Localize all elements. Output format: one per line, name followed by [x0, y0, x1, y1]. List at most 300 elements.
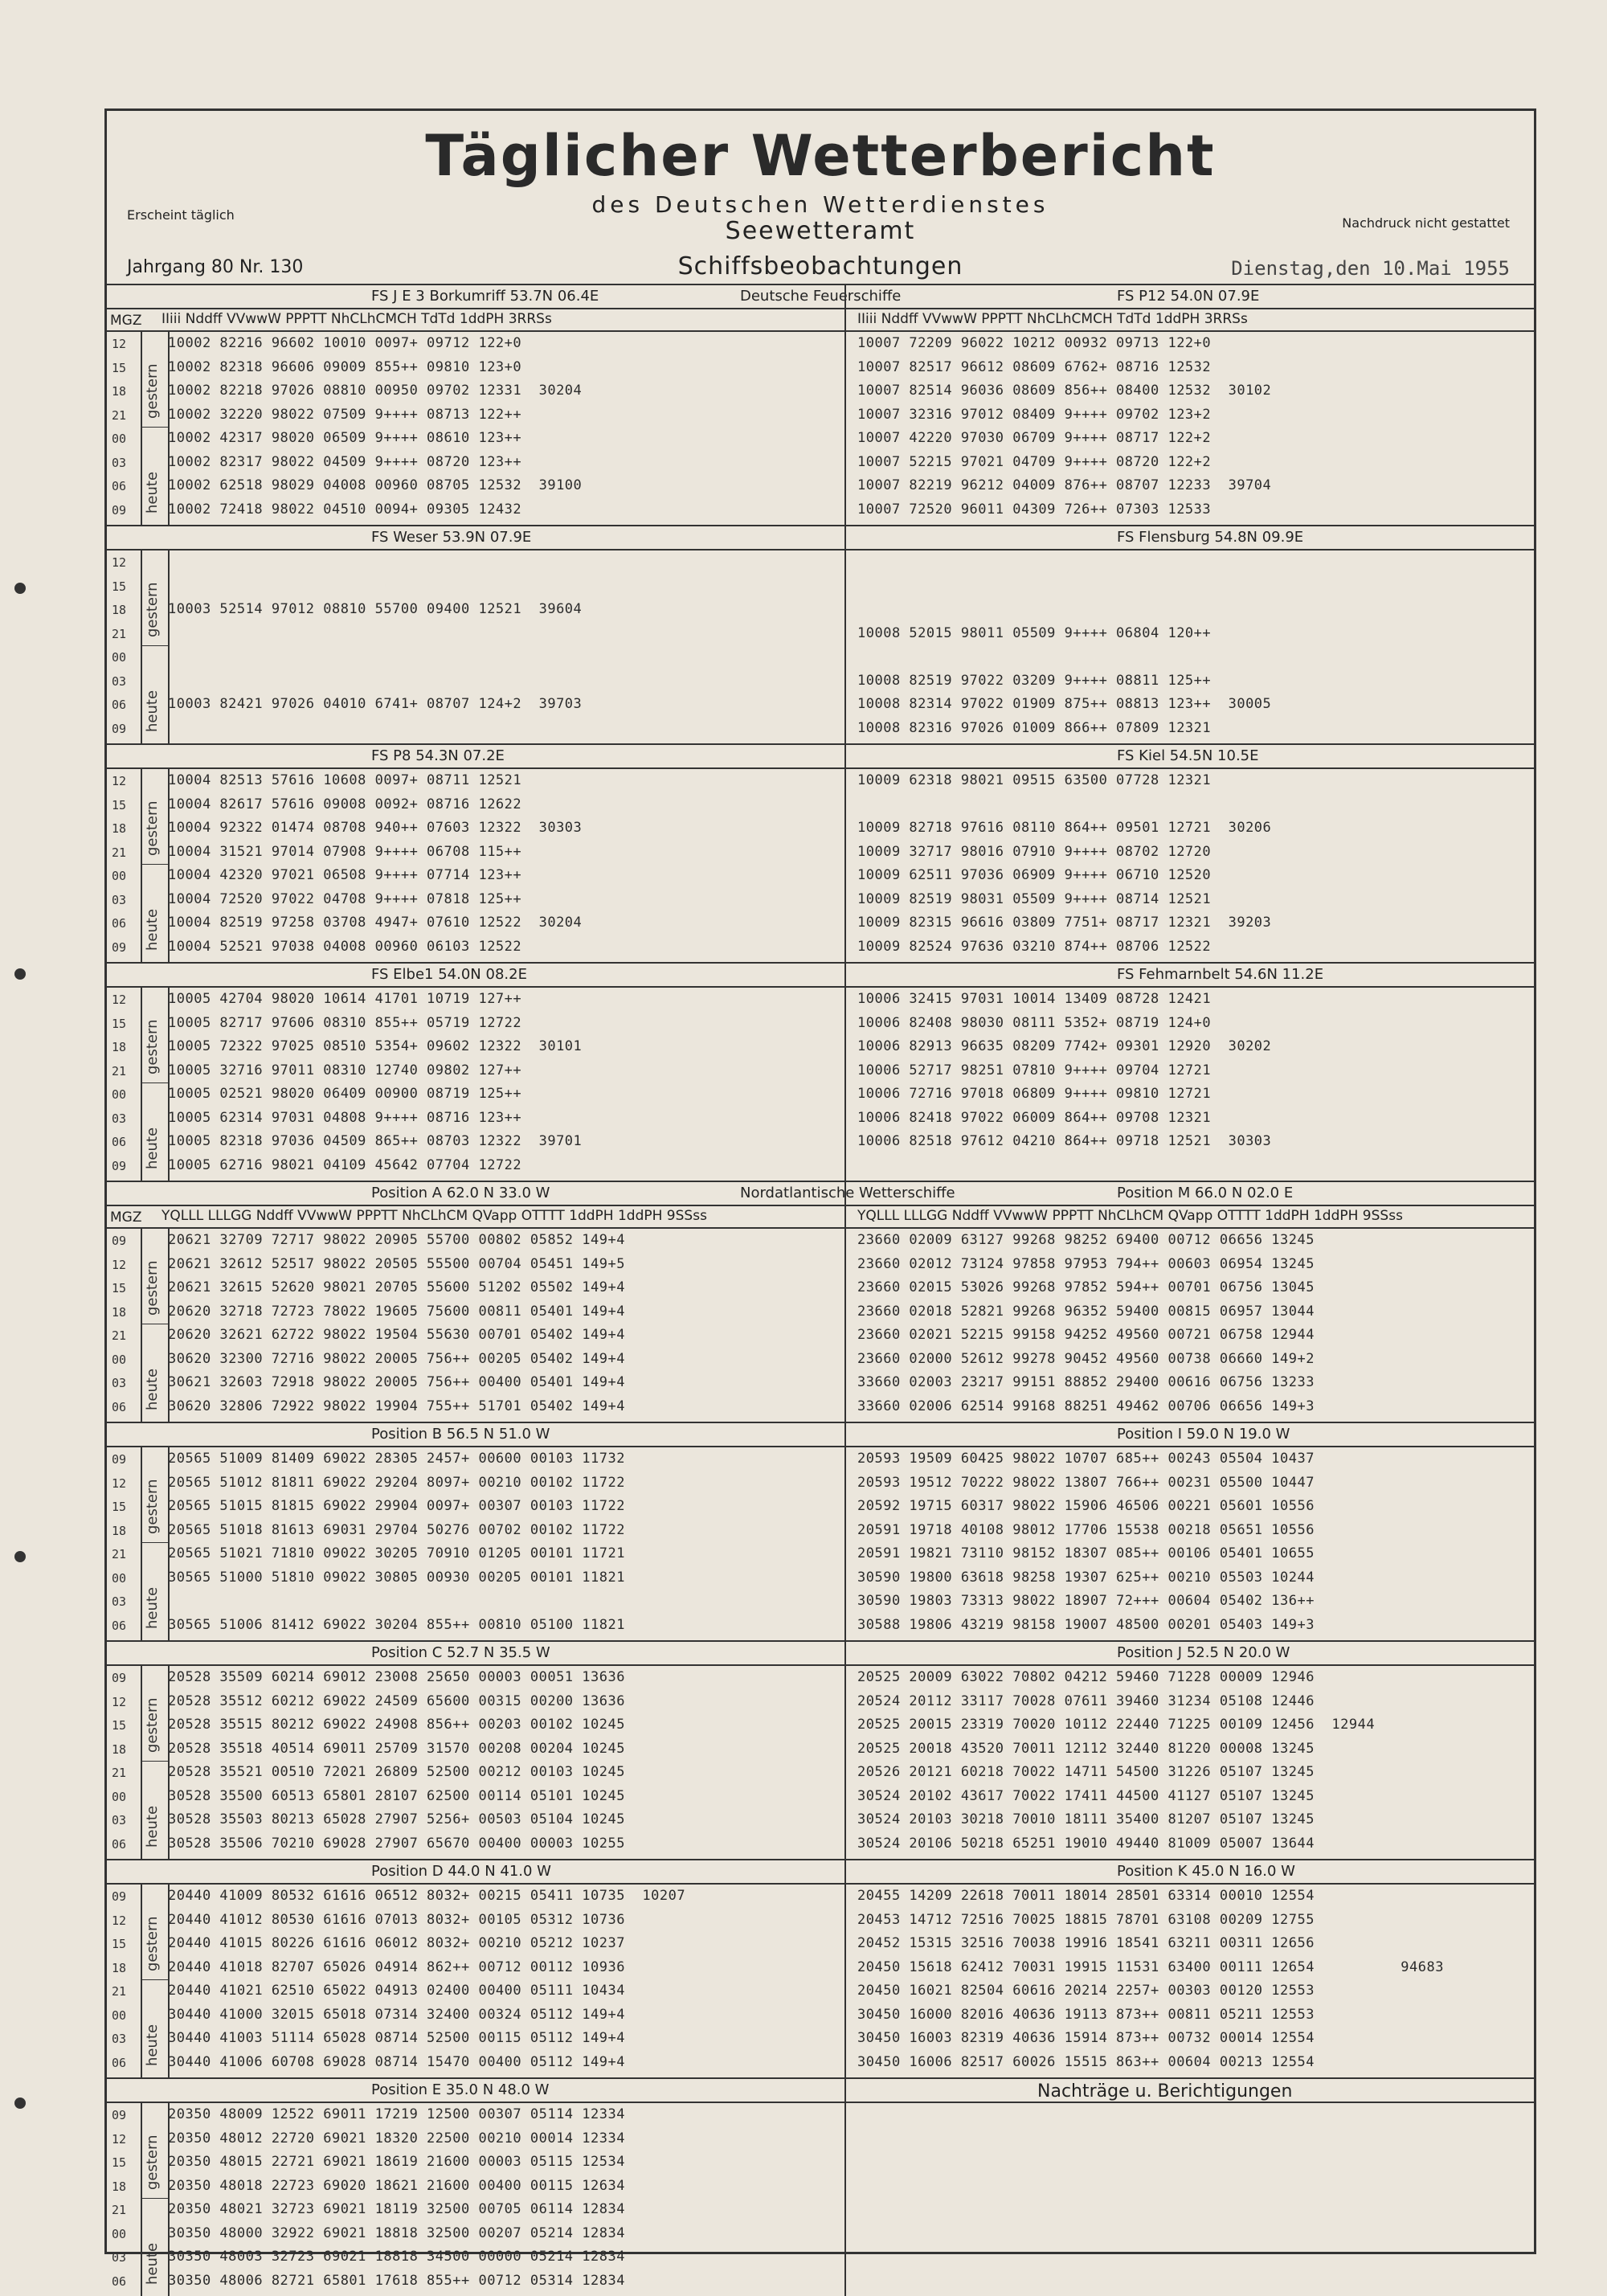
block-title-right: Position J 52.5 N 20.0 W — [1117, 1644, 1290, 1661]
rule-line — [107, 2102, 1534, 2103]
gestern-label: gestern — [144, 1916, 161, 1971]
hour-label: 12 — [112, 1913, 127, 1928]
hour-label: 12 — [112, 1475, 127, 1491]
rule-line — [107, 1227, 1534, 1229]
table-row: 30528 35503 80213 65028 27907 5256+ 00503 05104 10245 — [168, 1811, 625, 1827]
column-header-left: YQLLL LLLGG Nddff VVwwW PPPTT NhCLhCM QVapp OTTTT 1ddPH 1ddPH 9SSss — [162, 1208, 707, 1224]
block-title-left: FS J E 3 Borkumriff 53.7N 06.4E — [371, 288, 599, 305]
table-row: 20525 20009 63022 70802 04212 59460 71228 00009 12946 — [857, 1669, 1315, 1685]
table-row: 30620 32806 72922 98022 19904 755++ 51701 05402 149+4 — [168, 1398, 625, 1414]
rule-line — [107, 962, 1534, 964]
block-title-right: FS Fehmarnbelt 54.6N 11.2E — [1117, 966, 1324, 983]
punch-hole — [14, 2098, 26, 2109]
hour-label: 15 — [112, 2155, 127, 2170]
column-divider — [141, 1446, 142, 1640]
table-row: 30450 16003 82319 40636 15914 873++ 00732 00014 12554 — [857, 2030, 1315, 2046]
office-name: Seewetteramt — [725, 217, 916, 245]
report-date: Dienstag,den 10.Mai 1955 — [1231, 257, 1510, 280]
rule-line — [107, 1181, 1534, 1182]
mgz-label: MGZ — [110, 313, 142, 329]
table-row: 20565 51015 81815 69022 29904 0097+ 00307 00103 11722 — [168, 1498, 625, 1514]
column-divider — [844, 743, 846, 962]
rule-line — [107, 743, 1534, 745]
table-row: 10006 82913 96635 08209 7742+ 09301 12920 30202 — [857, 1038, 1272, 1054]
column-divider — [168, 1664, 170, 1859]
heute-label: heute — [144, 1805, 161, 1848]
table-row: 10009 82519 98031 05509 9++++ 08714 12521 — [857, 890, 1212, 907]
table-row: 20591 19718 40108 98012 17706 15538 00218 05651 10556 — [857, 1521, 1315, 1538]
table-row: 10007 32316 97012 08409 9++++ 09702 123+2 — [857, 406, 1212, 423]
section-label: Deutsche Feuerschiffe — [740, 288, 902, 305]
table-row: 20565 51009 81409 69022 28305 2457+ 00600 00103 11732 — [168, 1451, 625, 1467]
table-row: 10004 31521 97014 07908 9++++ 06708 115++ — [168, 843, 522, 860]
table-row: 10006 52717 98251 07810 9++++ 09704 12721 — [857, 1062, 1212, 1078]
table-row: 20593 19512 70222 98022 13807 766++ 00231 05500 10447 — [857, 1474, 1315, 1491]
column-divider — [168, 549, 170, 743]
column-divider — [141, 1664, 142, 1859]
table-row: 30524 20103 30218 70010 18111 35400 81207 05107 13245 — [857, 1811, 1315, 1827]
copyright-note: Nachdruck nicht gestattet — [1342, 215, 1510, 231]
gestern-label: gestern — [144, 363, 161, 419]
table-row: 30440 41000 32015 65018 07314 32400 00324 05112 149+4 — [168, 2006, 625, 2023]
table-row: 10007 82219 96212 04009 876++ 08707 12233 39704 — [857, 477, 1272, 493]
table-row: 20440 41012 80530 61616 07013 8032+ 00105 05312 10736 — [168, 1911, 625, 1928]
table-row: 30590 19800 63618 98258 19307 625++ 00210 05503 10244 — [857, 1569, 1315, 1586]
table-row: 20591 19821 73110 98152 18307 085++ 00106 05401 10655 — [857, 1545, 1315, 1561]
hour-label: 09 — [112, 1234, 127, 1248]
hour-label: 06 — [112, 916, 127, 931]
hour-label: 12 — [112, 2131, 127, 2147]
heute-label: heute — [144, 1586, 161, 1629]
hour-label: 12 — [112, 774, 127, 788]
hour-label: 03 — [112, 1813, 127, 1827]
table-row: 10008 82519 97022 03209 9++++ 08811 125++ — [857, 672, 1212, 689]
column-divider — [168, 767, 170, 962]
volume-number: Jahrgang 80 Nr. 130 — [127, 257, 304, 277]
table-row: 10002 62518 98029 04008 00960 08705 12532 39100 — [168, 477, 583, 493]
gestern-heute-divider — [141, 2198, 168, 2199]
hour-label: 00 — [112, 432, 127, 446]
table-row: 30565 51006 81412 69022 30204 855++ 00810 05100 11821 — [168, 1616, 625, 1633]
table-row: 10003 52514 97012 08810 55700 09400 12521 39604 — [168, 601, 583, 617]
table-row: 30524 20106 50218 65251 19010 49440 81009 05007 13644 — [857, 1835, 1315, 1852]
table-row: 20528 35512 60212 69022 24509 65600 00315 00200 13636 — [168, 1692, 625, 1709]
table-row: 20565 51012 81811 69022 29204 8097+ 00210 00102 11722 — [168, 1474, 625, 1491]
gestern-label: gestern — [144, 1260, 161, 1316]
block-title-left: Position D 44.0 N 41.0 W — [371, 1863, 551, 1880]
column-divider — [168, 1883, 170, 2077]
gestern-label: gestern — [144, 1697, 161, 1753]
hour-label: 00 — [112, 1789, 127, 1804]
hour-label: 15 — [112, 1718, 127, 1733]
table-row: 20565 51021 71810 09022 30205 70910 01205 00101 11721 — [168, 1545, 625, 1561]
hour-label: 00 — [112, 1087, 127, 1102]
table-row: 20620 32718 72723 78022 19605 75600 00811 05401 149+4 — [168, 1303, 625, 1320]
table-row: 10006 32415 97031 10014 13409 08728 12421 — [857, 991, 1212, 1007]
table-row: 20592 19715 60317 98022 15906 46506 00221 05601 10556 — [857, 1498, 1315, 1514]
rule-line — [107, 549, 1534, 550]
table-row: 20350 48012 22720 69021 18320 22500 00210 00014 12334 — [168, 2130, 625, 2147]
hour-label: 00 — [112, 1570, 127, 1586]
table-row: 10007 82514 96036 08609 856++ 08400 12532 30102 — [857, 383, 1272, 399]
hour-label: 15 — [112, 579, 127, 594]
hour-label: 00 — [112, 650, 127, 665]
gestern-label: gestern — [144, 800, 161, 856]
rule-line — [107, 1422, 1534, 1423]
gestern-heute-divider — [141, 1761, 168, 1762]
hour-label: 03 — [112, 455, 127, 470]
table-row: 10005 62716 98021 04109 45642 07704 12722 — [168, 1156, 522, 1173]
rule-line — [107, 1664, 1534, 1666]
punch-hole — [14, 1551, 26, 1562]
block-title-right: FS Flensburg 54.8N 09.9E — [1117, 529, 1304, 546]
table-row: 10006 82418 97022 06009 864++ 09708 12321 — [857, 1109, 1212, 1126]
hour-label: 21 — [112, 626, 127, 641]
hour-label: 15 — [112, 1500, 127, 1514]
table-row: 20350 48018 22723 69020 18621 21600 00400 00115 12634 — [168, 2177, 625, 2194]
table-row: 23660 02018 52821 99268 96352 59400 00815 06957 13044 — [857, 1303, 1315, 1320]
gestern-heute-divider — [141, 427, 168, 428]
hour-label: 09 — [112, 721, 127, 736]
hour-label: 06 — [112, 1618, 127, 1633]
table-row: 20524 20112 33117 70028 07611 39460 31234 05108 12446 — [857, 1692, 1315, 1709]
rule-line — [107, 2077, 1534, 2079]
hour-label: 18 — [112, 2179, 127, 2194]
table-row: 23660 02012 73124 97858 97953 794++ 00603 06954 13245 — [857, 1255, 1315, 1272]
hour-label: 00 — [112, 2226, 127, 2241]
table-row: 10005 72322 97025 08510 5354+ 09602 12322 30101 — [168, 1038, 583, 1054]
hour-label: 18 — [112, 821, 127, 836]
gestern-label: gestern — [144, 2134, 161, 2190]
table-row: 10002 82218 97026 08810 00950 09702 12331 30204 — [168, 383, 583, 399]
column-divider — [141, 549, 142, 743]
hour-label: 18 — [112, 1741, 127, 1757]
column-divider — [844, 284, 846, 525]
table-row: 10005 82717 97606 08310 855++ 05719 12722 — [168, 1014, 522, 1031]
table-row: 10009 62318 98021 09515 63500 07728 12321 — [857, 772, 1212, 788]
hour-label: 21 — [112, 2203, 127, 2217]
table-row: 10006 72716 97018 06809 9++++ 09810 12721 — [857, 1086, 1212, 1102]
hour-label: 21 — [112, 1063, 127, 1078]
table-row: 10008 82314 97022 01909 875++ 08813 123++ 30005 — [857, 696, 1272, 712]
heute-label: heute — [144, 1368, 161, 1410]
punch-hole — [14, 968, 26, 980]
table-row: 23660 02021 52215 99158 94252 49560 00721 06758 12944 — [857, 1327, 1315, 1343]
column-divider — [844, 962, 846, 1181]
hour-label: 06 — [112, 1135, 127, 1149]
hour-label: 03 — [112, 1376, 127, 1390]
table-row: 10004 82617 57616 09008 0092+ 08716 12622 — [168, 796, 522, 812]
table-row: 20453 14712 72516 70025 18815 78701 63108 00209 12755 — [857, 1911, 1315, 1928]
table-row: 20440 41009 80532 61616 06512 8032+ 00215 05411 10735 10207 — [168, 1888, 686, 1904]
gestern-label: gestern — [144, 1479, 161, 1534]
table-row: 30350 48000 32922 69021 18818 32500 00207 05214 12834 — [168, 2224, 625, 2241]
table-row: 20450 16021 82504 60616 20214 2257+ 00303 00120 12553 — [857, 1983, 1315, 1999]
table-row: 10002 82317 98022 04509 9++++ 08720 123++ — [168, 453, 522, 470]
hour-label: 03 — [112, 2250, 127, 2265]
hour-label: 09 — [112, 1452, 127, 1467]
nachtraege-heading: Nachträge u. Berichtigungen — [1037, 2081, 1293, 2102]
hour-label: 21 — [112, 845, 127, 860]
hour-label: 15 — [112, 1281, 127, 1295]
table-row: 20440 41021 62510 65022 04913 02400 00400 05111 10434 — [168, 1983, 625, 1999]
table-row: 10008 82316 97026 01009 866++ 07809 12321 — [857, 719, 1212, 736]
hour-label: 09 — [112, 1889, 127, 1904]
column-divider — [168, 986, 170, 1181]
table-row: 10003 82421 97026 04010 6741+ 08707 124+2 39703 — [168, 696, 583, 712]
table-row: 23660 02009 63127 99268 98252 69400 00712 06656 13245 — [857, 1232, 1315, 1248]
rule-line — [107, 1640, 1534, 1642]
table-row: 20528 35509 60214 69012 23008 25650 00003 00051 13636 — [168, 1669, 625, 1685]
hour-label: 21 — [112, 1328, 127, 1343]
rule-line — [107, 1883, 1534, 1885]
block-title-left: FS Elbe1 54.0N 08.2E — [371, 966, 527, 983]
gestern-label: gestern — [144, 1019, 161, 1074]
hour-label: 09 — [112, 2108, 127, 2122]
heute-label: heute — [144, 2242, 161, 2285]
table-row: 10002 82318 96606 09009 855++ 09810 123+0 — [168, 358, 522, 375]
hour-label: 06 — [112, 479, 127, 493]
publication-note: Erscheint täglich — [127, 207, 235, 223]
hour-label: 15 — [112, 360, 127, 375]
hour-label: 03 — [112, 1111, 127, 1126]
table-row: 10002 42317 98020 06509 9++++ 08610 123++ — [168, 430, 522, 446]
hour-label: 21 — [112, 1766, 127, 1780]
block-title-left: Position A 62.0 N 33.0 W — [371, 1185, 550, 1201]
table-row: 20526 20121 60218 70022 14711 54500 31226 05107 13245 — [857, 1764, 1315, 1780]
hour-label: 03 — [112, 673, 127, 689]
hour-label: 00 — [112, 869, 127, 883]
table-row: 30524 20102 43617 70022 17411 44500 41127 05107 13245 — [857, 1787, 1315, 1804]
block-title-right: FS P12 54.0N 07.9E — [1117, 288, 1260, 305]
section-label: Nordatlantische Wetterschiffe — [740, 1185, 955, 1201]
hour-label: 21 — [112, 407, 127, 423]
table-row: 10004 72520 97022 04708 9++++ 07818 125++ — [168, 890, 522, 907]
column-divider — [844, 2077, 846, 2296]
table-row: 33660 02003 23217 99151 88852 29400 00616 06756 13233 — [857, 1374, 1315, 1390]
hour-label: 06 — [112, 2055, 127, 2070]
table-row: 10004 92322 01474 08708 940++ 07603 12322 30303 — [168, 820, 583, 836]
block-title-left: Position C 52.7 N 35.5 W — [371, 1644, 550, 1661]
block-title-left: Position B 56.5 N 51.0 W — [371, 1426, 550, 1443]
table-row: 10009 62511 97036 06909 9++++ 06710 12520 — [857, 867, 1212, 883]
heute-label: heute — [144, 690, 161, 732]
table-row: 10005 42704 98020 10614 41701 10719 127++ — [168, 991, 522, 1007]
hour-label: 18 — [112, 1304, 127, 1320]
table-row: 20350 48009 12522 69011 17219 12500 00307 05114 12334 — [168, 2106, 625, 2122]
hour-label: 00 — [112, 2007, 127, 2023]
table-row: 10007 42220 97030 06709 9++++ 08717 122+2 — [857, 430, 1212, 446]
weather-report-sheet — [104, 108, 1536, 2289]
column-divider — [844, 1640, 846, 1859]
hour-label: 09 — [112, 502, 127, 518]
column-divider — [168, 2102, 170, 2296]
punch-hole — [14, 583, 26, 594]
gestern-heute-divider — [141, 1979, 168, 1980]
column-divider — [141, 986, 142, 1181]
table-row: 10005 32716 97011 08310 12740 09802 127++ — [168, 1062, 522, 1078]
hour-label: 09 — [112, 1671, 127, 1685]
block-title-right: FS Kiel 54.5N 10.5E — [1117, 747, 1259, 764]
column-divider — [141, 1227, 142, 1422]
table-row: 10007 72209 96022 10212 00932 09713 122+0 — [857, 335, 1212, 351]
hour-label: 12 — [112, 1257, 127, 1272]
hour-label: 18 — [112, 384, 127, 399]
hour-label: 18 — [112, 1523, 127, 1538]
table-row: 30350 48003 32723 69021 18818 34500 00000 05214 12834 — [168, 2249, 625, 2265]
hour-label: 03 — [112, 892, 127, 907]
table-row: 30528 35506 70210 69028 27907 65670 00400 00003 10255 — [168, 1835, 625, 1852]
heute-label: heute — [144, 908, 161, 951]
column-divider — [168, 1227, 170, 1422]
hour-label: 03 — [112, 2032, 127, 2046]
column-divider — [168, 1446, 170, 1640]
rule-line — [107, 1859, 1534, 1860]
rule-line — [107, 308, 1534, 309]
table-row: 20525 20018 43520 70011 12112 32440 81220 00008 13245 — [857, 1740, 1315, 1757]
page-subtitle: des Deutschen Wetterdienstes — [591, 191, 1049, 218]
table-row: 30440 41006 60708 69028 08714 15470 00400 05112 149+4 — [168, 2053, 625, 2070]
hour-label: 12 — [112, 992, 127, 1007]
table-row: 20350 48015 22721 69021 18619 21600 00003 05115 12534 — [168, 2154, 625, 2170]
gestern-label: gestern — [144, 582, 161, 637]
hour-label: 09 — [112, 1158, 127, 1173]
hour-label: 00 — [112, 1352, 127, 1367]
hour-label: 12 — [112, 337, 127, 351]
table-row: 20621 32615 52620 98021 20705 55600 51202 05502 149+4 — [168, 1279, 625, 1295]
block-title-right: Position I 59.0 N 19.0 W — [1117, 1426, 1290, 1443]
table-row: 10004 42320 97021 06508 9++++ 07714 123++ — [168, 867, 522, 883]
table-row: 10005 82318 97036 04509 865++ 08703 12322 39701 — [168, 1133, 583, 1149]
table-row: 20455 14209 22618 70011 18014 28501 63314 00010 12554 — [857, 1888, 1315, 1904]
table-row: 10002 82216 96602 10010 0097+ 09712 122+0 — [168, 335, 522, 351]
block-title-left: FS Weser 53.9N 07.9E — [371, 529, 532, 546]
table-row: 10002 32220 98022 07509 9++++ 08713 122++ — [168, 406, 522, 423]
table-row: 30350 48006 82721 65801 17618 855++ 00712 05314 12834 — [168, 2272, 625, 2289]
column-header-right: IIiii Nddff VVwwW PPPTT NhCLhCMCH TdTd 1ddPH 3RRSs — [857, 311, 1248, 327]
block-title-left: FS P8 54.3N 07.2E — [371, 747, 505, 764]
table-row: 10005 02521 98020 06409 00900 08719 125++ — [168, 1086, 522, 1102]
rule-line — [107, 767, 1534, 769]
table-row: 10009 32717 98016 07910 9++++ 08702 12720 — [857, 843, 1212, 860]
table-row: 10007 72520 96011 04309 726++ 07303 12533 — [857, 501, 1212, 518]
table-row: 10008 52015 98011 05509 9++++ 06804 120++ — [857, 624, 1212, 641]
table-row: 23660 02015 53026 99268 97852 594++ 00701 06756 13045 — [857, 1279, 1315, 1295]
hour-label: 06 — [112, 1399, 127, 1414]
hour-label: 06 — [112, 698, 127, 712]
table-row: 20528 35518 40514 69011 25709 31570 00208 00204 10245 — [168, 1740, 625, 1757]
table-row: 20440 41018 82707 65026 04914 862++ 00712 00112 10936 — [168, 1958, 625, 1975]
rule-line — [107, 1205, 1534, 1206]
rule-line — [107, 986, 1534, 988]
table-row: 20621 32612 52517 98022 20505 55500 00704 05451 149+5 — [168, 1255, 625, 1272]
table-row: 20620 32621 62722 98022 19504 55630 00701 05402 149+4 — [168, 1327, 625, 1343]
hour-label: 12 — [112, 555, 127, 570]
block-title-left: Position E 35.0 N 48.0 W — [371, 2081, 550, 2098]
column-divider — [141, 1883, 142, 2077]
rule-line — [107, 330, 1534, 332]
hour-label: 12 — [112, 1694, 127, 1709]
table-row: 30440 41003 51114 65028 08714 52500 00115 05112 149+4 — [168, 2030, 625, 2046]
table-row: 10006 82518 97612 04210 864++ 09718 12521 30303 — [857, 1133, 1272, 1149]
section-title: Schiffsbeobachtungen — [677, 252, 963, 280]
rule-line — [107, 525, 1534, 526]
column-header-left: IIiii Nddff VVwwW PPPTT NhCLhCMCH TdTd 1ddPH 3RRSs — [162, 311, 552, 327]
rule-line — [107, 284, 1534, 285]
column-divider — [844, 525, 846, 743]
table-row: 10002 72418 98022 04510 0094+ 09305 12432 — [168, 501, 522, 518]
hour-label: 06 — [112, 1836, 127, 1852]
table-row: 10005 62314 97031 04808 9++++ 08716 123++ — [168, 1109, 522, 1126]
table-row: 20593 19509 60425 98022 10707 685++ 00243 05504 10437 — [857, 1451, 1315, 1467]
heute-label: heute — [144, 471, 161, 514]
column-divider — [844, 1422, 846, 1640]
hour-label: 15 — [112, 1016, 127, 1031]
table-row: 20528 35515 80212 69022 24908 856++ 00203 00102 10245 — [168, 1717, 625, 1733]
table-row: 20440 41015 80226 61616 06012 8032+ 00210 05212 10237 — [168, 1935, 625, 1951]
hour-label: 21 — [112, 1984, 127, 1999]
table-row: 10004 82519 97258 03708 4947+ 07610 12522 30204 — [168, 915, 583, 931]
column-divider — [141, 767, 142, 962]
column-header-right: YQLLL LLLGG Nddff VVwwW PPPTT NhCLhCM QVapp OTTTT 1ddPH 1ddPH 9SSss — [857, 1208, 1403, 1224]
hour-label: 21 — [112, 1547, 127, 1561]
gestern-heute-divider — [141, 864, 168, 865]
hour-label: 18 — [112, 1040, 127, 1054]
table-row: 10009 82315 96616 03809 7751+ 08717 12321 39203 — [857, 915, 1272, 931]
table-row: 20350 48021 32723 69021 18119 32500 00705 06114 12834 — [168, 2201, 625, 2217]
column-divider — [844, 1181, 846, 1422]
table-row: 30590 19803 73313 98022 18907 72+++ 00604 05402 136++ — [857, 1593, 1315, 1609]
table-row: 20621 32709 72717 98022 20905 55700 00802 05852 149+4 — [168, 1232, 625, 1248]
hour-label: 15 — [112, 797, 127, 812]
hour-label: 03 — [112, 1594, 127, 1609]
table-row: 10007 52215 97021 04709 9++++ 08720 122+2 — [857, 453, 1212, 470]
table-row: 10007 82517 96612 08609 6762+ 08716 12532 — [857, 358, 1212, 375]
heute-label: heute — [144, 2024, 161, 2066]
heute-label: heute — [144, 1127, 161, 1169]
table-row: 20525 20015 23319 70020 10112 22440 71225 00109 12456 12944 — [857, 1717, 1376, 1733]
table-row: 20450 15618 62412 70031 19915 11531 63400 00111 12654 94683 — [857, 1958, 1444, 1975]
table-row: 23660 02000 52612 99278 90452 49560 00738 06660 149+2 — [857, 1350, 1315, 1367]
mgz-label: MGZ — [110, 1209, 142, 1226]
table-row: 33660 02006 62514 99168 88251 49462 00706 06656 149+3 — [857, 1398, 1315, 1414]
table-row: 10006 82408 98030 08111 5352+ 08719 124+0 — [857, 1014, 1212, 1031]
rule-line — [107, 1446, 1534, 1447]
table-row: 30528 35500 60513 65801 28107 62500 00114 05101 10245 — [168, 1787, 625, 1804]
table-row: 20452 15315 32516 70038 19916 18541 63211 00311 12656 — [857, 1935, 1315, 1951]
table-row: 10009 82718 97616 08110 864++ 09501 12721 30206 — [857, 820, 1272, 836]
column-divider — [141, 2102, 142, 2296]
gestern-heute-divider — [141, 645, 168, 646]
column-divider — [141, 330, 142, 525]
hour-label: 18 — [112, 1960, 127, 1975]
table-row: 20565 51018 81613 69031 29704 50276 00702 00102 11722 — [168, 1521, 625, 1538]
table-row: 10004 52521 97038 04008 00960 06103 12522 — [168, 938, 522, 955]
block-title-right: Position K 45.0 N 16.0 W — [1117, 1863, 1295, 1880]
hour-label: 09 — [112, 939, 127, 955]
table-row: 30565 51000 51810 09022 30805 00930 00205 00101 11821 — [168, 1569, 625, 1586]
gestern-heute-divider — [141, 1542, 168, 1543]
table-row: 30450 16000 82016 40636 19113 873++ 00811 05211 12553 — [857, 2006, 1315, 2023]
column-divider — [168, 330, 170, 525]
hour-label: 15 — [112, 1937, 127, 1951]
table-row: 10004 82513 57616 10608 0097+ 08711 12521 — [168, 772, 522, 788]
table-row: 10009 82524 97636 03210 874++ 08706 12522 — [857, 938, 1212, 955]
table-row: 20528 35521 00510 72021 26809 52500 00212 00103 10245 — [168, 1764, 625, 1780]
column-divider — [844, 1859, 846, 2077]
hour-label: 18 — [112, 603, 127, 617]
table-row: 30621 32603 72918 98022 20005 756++ 00400 05401 149+4 — [168, 1374, 625, 1390]
